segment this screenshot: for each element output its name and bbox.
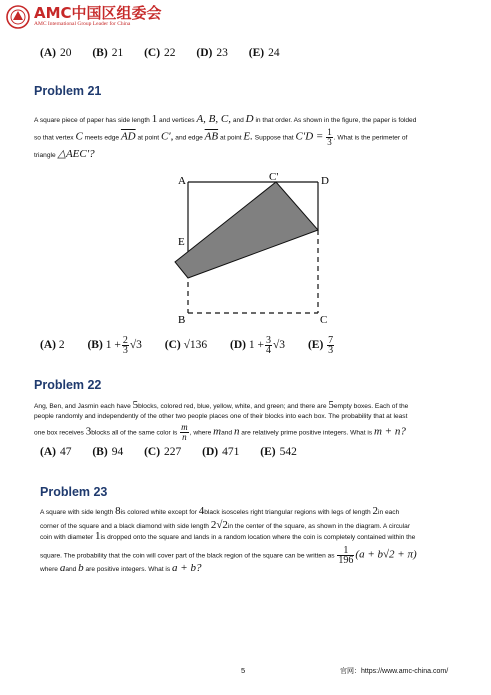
choice-e: (E) 24 <box>248 47 280 59</box>
header <box>6 4 162 30</box>
label-a: A <box>178 175 186 187</box>
label-c-prime: C' <box>269 171 279 183</box>
logo-subtitle: AMC International Group Leader for China <box>34 21 131 27</box>
label-c: C <box>320 314 328 326</box>
problem22-text-line3: one box receives 3blocks all of the same color is $\frac{m}{n}$ , where mand n are relatively prime positive integers. What is m + n? <box>34 422 406 442</box>
problem22-title: Problem 22 <box>34 378 102 392</box>
label-b: B <box>178 314 186 326</box>
choice-d: (D) 23 <box>196 47 228 59</box>
choice-a: (A) 20 <box>40 47 72 59</box>
problem22-text-line1: Ang, Ben, and Jasmin each have 5blocks, colored red, blue, yellow, white, and green; and there are 5empty boxes. Each of the <box>34 399 409 411</box>
problem23-text-line3: coin with diameter 1is dropped onto the square and lands in a random location where the coin is completely contained within the <box>40 530 416 542</box>
choice-b: (B) 21 <box>92 47 124 59</box>
choice-b: (B) 1 + $\frac{2}{3}$ √3 <box>87 335 142 356</box>
problem20-choices <box>40 47 298 59</box>
amc-logo-icon <box>6 5 30 29</box>
choice-c: (C) 227 <box>144 446 182 458</box>
label-d: D <box>321 175 329 187</box>
choice-a: (A) 2 <box>40 339 65 352</box>
label-e: E <box>178 236 185 248</box>
folded-flap <box>175 182 318 278</box>
problem21-text-line1: A square piece of paper has side length 1 and vertices A, B, C, and D in that order. As shown in the figure, the paper is folded <box>34 113 417 125</box>
problem21-choices <box>40 336 335 355</box>
choice-a: (A) 47 <box>40 446 72 458</box>
problem23-title: Problem 23 <box>40 485 108 499</box>
problem22-choices <box>40 446 315 458</box>
logo-title: AMC中国区组委会 <box>34 4 162 22</box>
choice-b: (B) 94 <box>92 446 124 458</box>
problem22-text-line2: people randomly and independently of the other two people places one of their blocks into each box. The probability that at least <box>34 413 408 420</box>
choice-c: (C) √136 <box>164 339 208 352</box>
choice-e: (E) 542 <box>260 446 297 458</box>
problem23-text-line1: A square with side length 8is colored white except for 4black isosceles right triangular regions with legs of length 2in each <box>40 505 400 517</box>
problem21-text-line3: triangle △AEC′? <box>34 148 95 160</box>
problem23-text-line5: where aand b are positive integers. What is a + b? <box>40 562 202 574</box>
choice-c: (C) 22 <box>144 47 176 59</box>
problem23-text-line4: square. The probability that the coin will cover part of the black region of the square can be written as $\frac{1}{196}$ (a + b√2 + π) <box>40 545 417 566</box>
choice-e: (E) $\frac{7}{3}$ <box>307 335 334 356</box>
page-number: 5 <box>241 666 246 675</box>
problem23-text-line2: corner of the square and a black diamond with side length 2√2in the center of the square, as shown in the diagram. A circular <box>40 519 411 531</box>
choice-d: (D) 471 <box>202 446 240 458</box>
problem21-text-line2: so that vertex C meets edge $\overline{AD}$ at point C′, and edge $\overline{AB}$ at point E. Suppose that C′D = $\frac{1}{3}$ . What is the perimeter of <box>34 127 408 147</box>
footer-url[interactable]: 官网：https://www.amc-china.com/ <box>340 668 449 675</box>
choice-d: (D) 1 + $\frac{3}{4}$ √3 <box>230 335 286 356</box>
problem21-title: Problem 21 <box>34 84 102 98</box>
folded-square-figure <box>168 170 338 330</box>
